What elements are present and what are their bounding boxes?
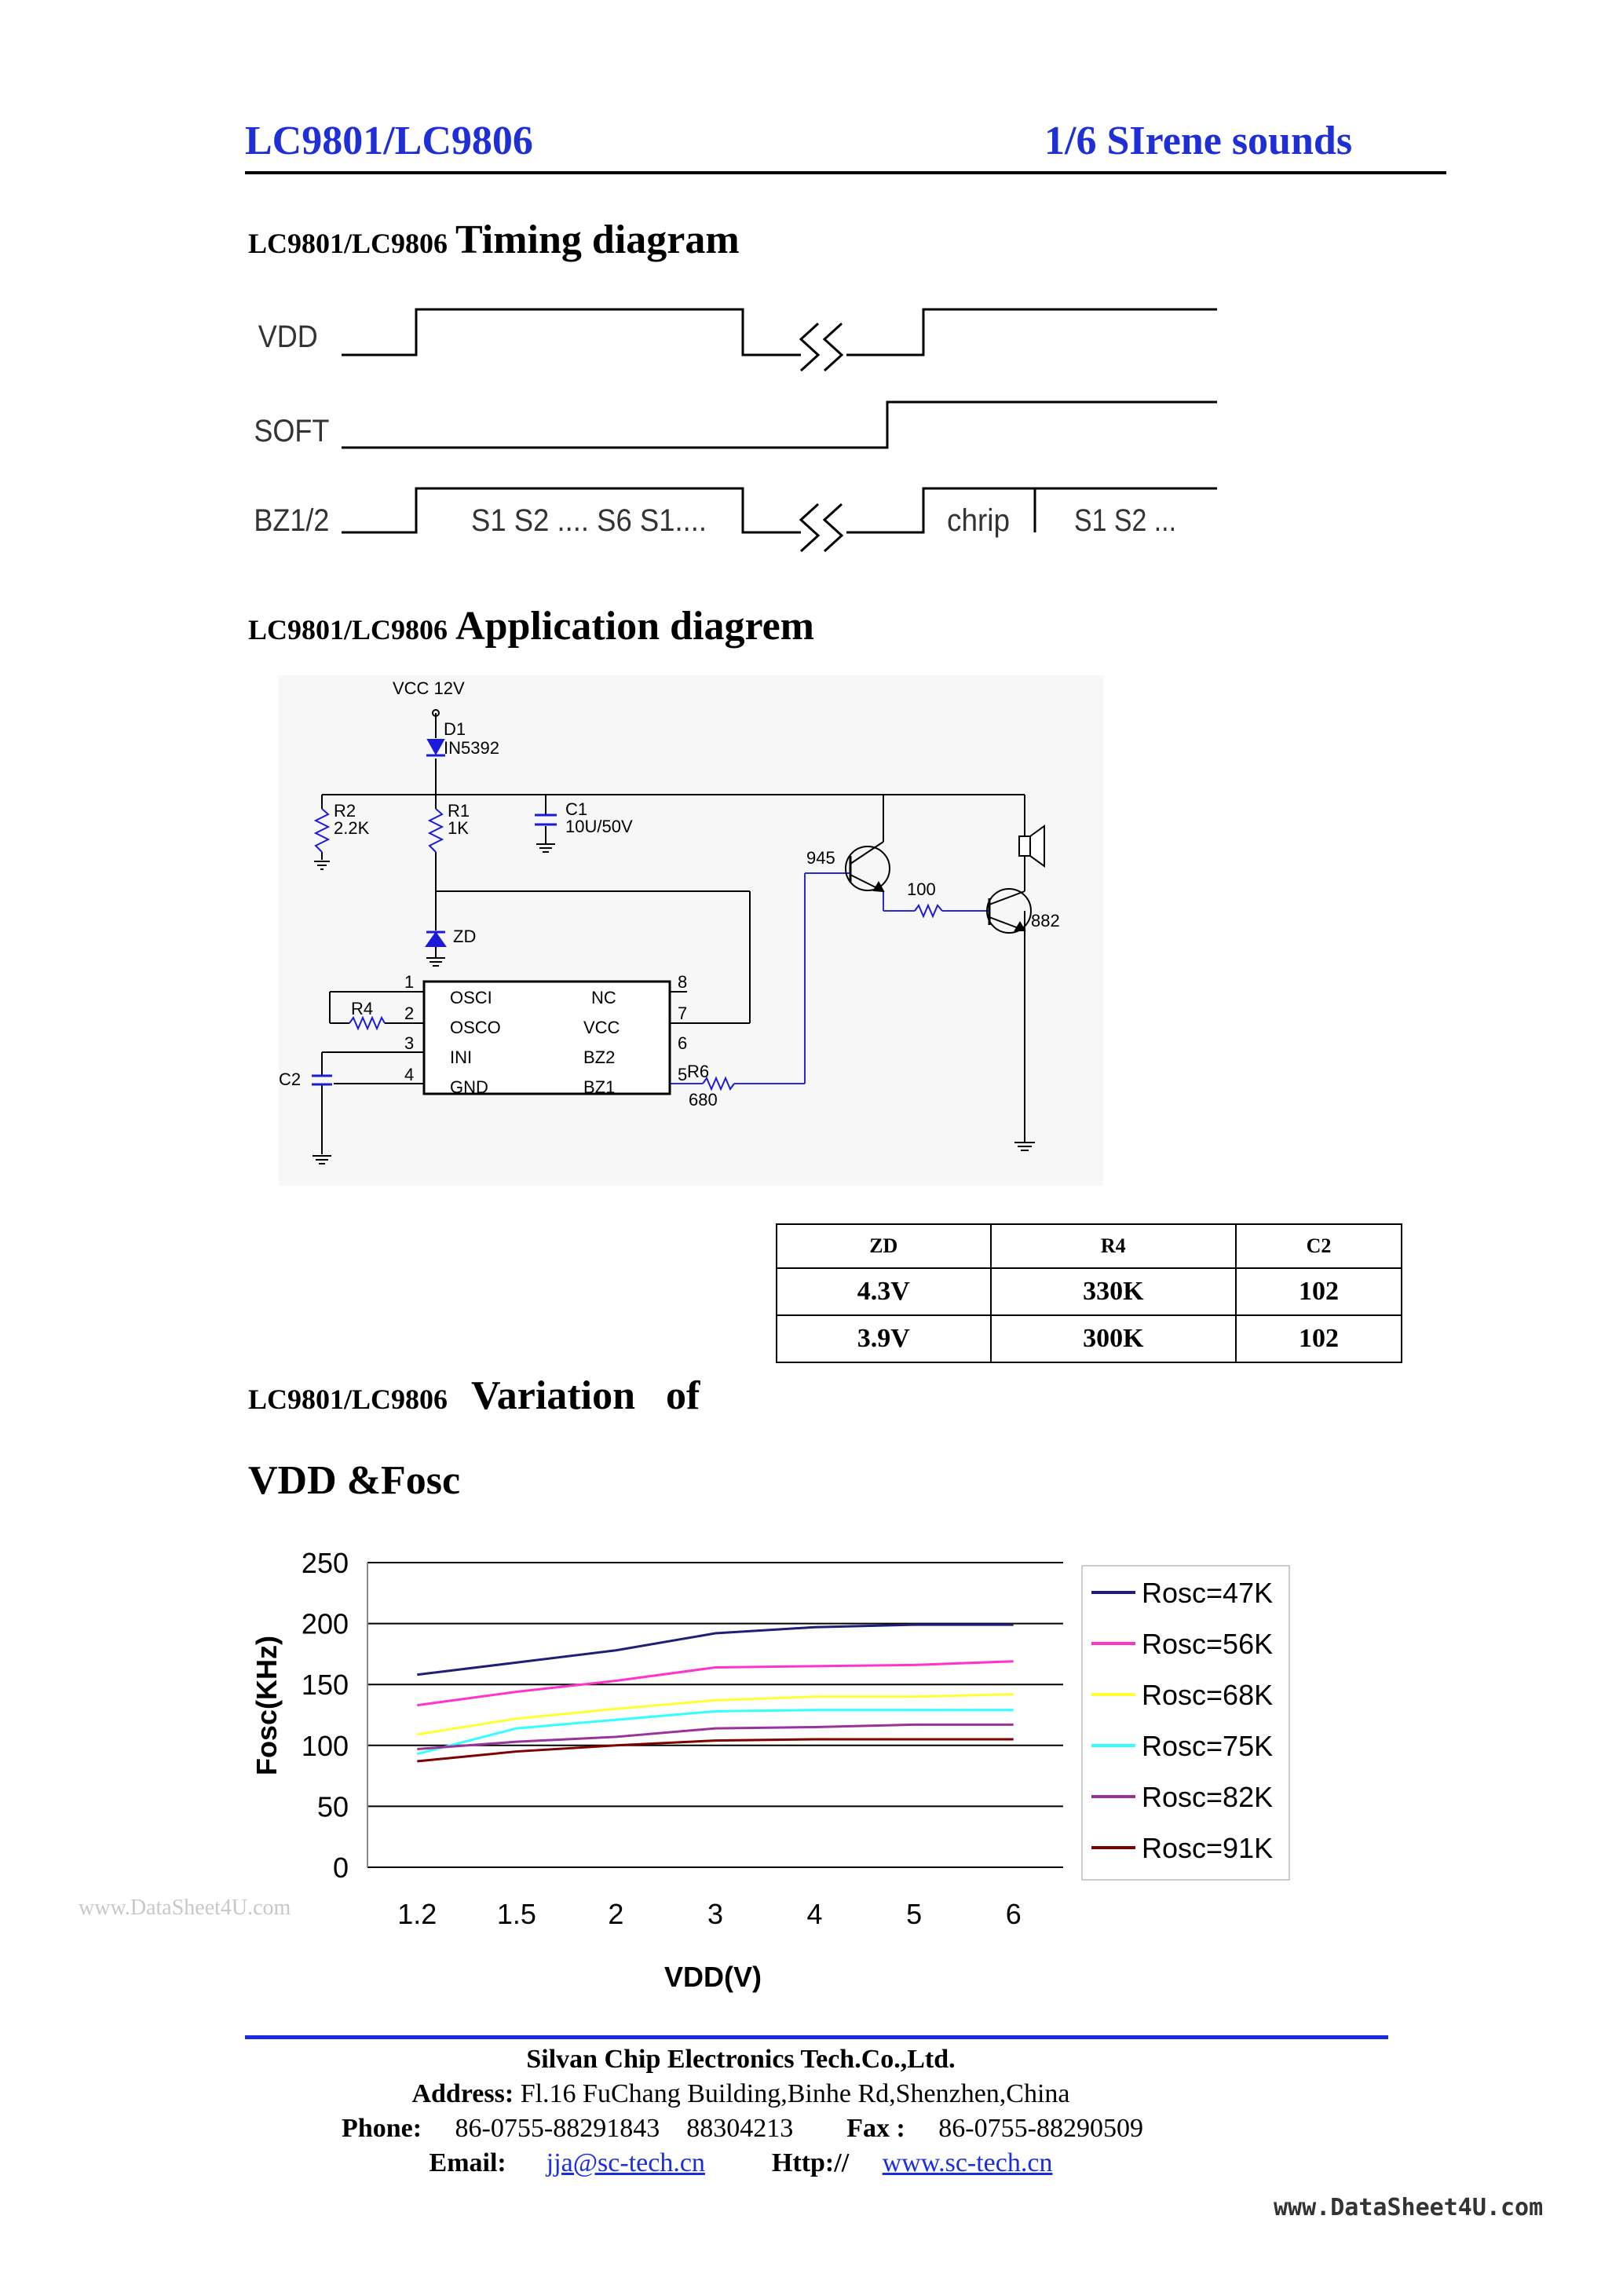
x-tick-label: 6 [1005,1898,1022,1930]
break-mark [824,324,842,371]
table-row [777,1268,1402,1315]
r4-label: R4 [351,999,374,1018]
c1-label: C1 [565,799,588,819]
x-tick-label: 4 [806,1898,823,1930]
y-tick-label: 100 [301,1729,349,1762]
bz-sequence-text: S1 S2 .... S6 S1.... [471,503,707,538]
x-tick-label: 3 [707,1898,724,1930]
pin-number: 8 [678,972,688,992]
email-link[interactable]: jja@sc-tech.cn [546,2148,705,2177]
c1-value: 10U/50V [565,817,633,836]
pin-number: 2 [404,1004,415,1023]
series-line [417,1710,1013,1754]
watermark-left: www.DataSheet4U.com [79,1896,291,1920]
variation-heading-line2: VDD &Fosc [248,1458,461,1503]
pin-name: INI [450,1047,473,1067]
table-header-row [777,1224,1402,1268]
break-mark [801,504,818,551]
legend-label: Rosc=68K [1142,1679,1274,1711]
r6-label: R6 [687,1062,710,1081]
footer-phone: Phone: 86-0755-88291843 88304213 Fax : 86-0755-88290509 [342,2114,1143,2143]
x-tick-label: 1.5 [496,1898,536,1930]
pin-number: 4 [404,1065,415,1084]
signal-label-bz: BZ1/2 [254,503,330,539]
y-tick-label: 250 [301,1547,349,1579]
application-heading: LC9801/LC9806 Application diagrem [248,604,814,649]
rb-label: 100 [907,879,936,899]
watermark-right: www.DataSheet4U.com [1274,2194,1544,2221]
timing-diagram [236,283,1256,581]
application-schematic [279,675,1103,1186]
pin-name: GND [450,1077,488,1097]
footer-rule [245,2035,1388,2039]
legend-label: Rosc=91K [1142,1832,1274,1864]
pin-name: NC [591,988,616,1007]
series-line [417,1662,1013,1706]
pin-name: BZ1 [583,1077,616,1097]
r2-label: R2 [334,801,356,821]
table-cell: 3.9V [777,1315,991,1362]
legend-label: Rosc=47K [1142,1577,1274,1609]
pin-name: BZ2 [583,1047,616,1067]
table-cell: 102 [1236,1315,1402,1362]
soft-wave [342,402,1217,448]
d1-label: D1 [444,719,466,739]
break-mark [801,324,818,371]
fosc-chart [236,1531,1303,2002]
vdd-wave-a [342,309,801,355]
y-axis-label: Fosc(KHz) [250,1636,283,1775]
table-header-cell: R4 [991,1224,1236,1268]
x-axis-label: VDD(V) [664,1961,762,1993]
table-cell: 300K [991,1315,1236,1362]
vcc-label: VCC 12V [393,678,465,698]
table-header-cell: C2 [1236,1224,1402,1268]
footer-company: Silvan Chip Electronics Tech.Co.,Ltd. [526,2045,956,2074]
x-tick-label: 5 [906,1898,923,1930]
website-link[interactable]: www.sc-tech.cn [882,2148,1053,2177]
pin-number: 5 [678,1065,688,1084]
d1-part-label: IN5392 [444,738,499,758]
y-tick-label: 150 [301,1669,349,1702]
table-cell: 4.3V [777,1268,991,1315]
bz-sequence-text-2: S1 S2 ... [1074,503,1176,538]
footer-contact: Email: jja@sc-tech.cn Http:// www.sc-tech.cn [429,2148,1053,2177]
r6-value: 680 [689,1090,718,1110]
header-subtitle: 1/6 SIrene sounds [1044,119,1353,163]
y-tick-label: 200 [301,1607,349,1640]
x-tick-label: 1.2 [397,1898,437,1930]
y-tick-label: 50 [316,1790,349,1823]
pin-number: 1 [404,972,415,992]
break-mark [824,504,842,551]
pin-name: OSCI [450,988,492,1007]
chart-legend [1082,1566,1289,1880]
table-cell: 330K [991,1268,1236,1315]
c2-label: C2 [279,1069,302,1089]
signal-label-soft: SOFT [254,414,330,449]
pin-name: OSCO [450,1018,501,1037]
footer-address: Address: Fl.16 FuChang Building,Binhe Rd,Shenzhen,China [411,2079,1070,2108]
table-cell: 102 [1236,1268,1402,1315]
table-row [777,1315,1402,1362]
legend-label: Rosc=75K [1142,1730,1274,1762]
legend-label: Rosc=82K [1142,1781,1274,1813]
variation-heading: LC9801/LC9806 Variation of [248,1373,700,1418]
vdd-wave-b [846,309,1217,355]
zd-label: ZD [453,927,477,946]
signal-label-vdd: VDD [258,320,318,355]
y-tick-label: 0 [332,1852,349,1884]
component-table [776,1223,1402,1363]
r2-value: 2.2K [334,818,370,838]
r1-label: R1 [448,801,470,821]
pin-number: 7 [678,1004,688,1023]
header-title: LC9801/LC9806 [245,119,533,163]
table-header-cell: ZD [777,1224,991,1268]
legend-label: Rosc=56K [1142,1628,1274,1660]
header-rule [245,171,1446,174]
bz-chirp-text: chrip [947,503,1010,538]
x-tick-label: 2 [608,1898,624,1930]
t2-label: 882 [1031,911,1060,930]
r1-value: 1K [448,818,469,838]
t1-label: 945 [806,848,835,868]
pin-number: 3 [404,1033,415,1053]
timing-heading: LC9801/LC9806 Timing diagram [248,218,740,262]
pin-name: VCC [583,1018,620,1037]
pin-number: 6 [678,1033,688,1053]
